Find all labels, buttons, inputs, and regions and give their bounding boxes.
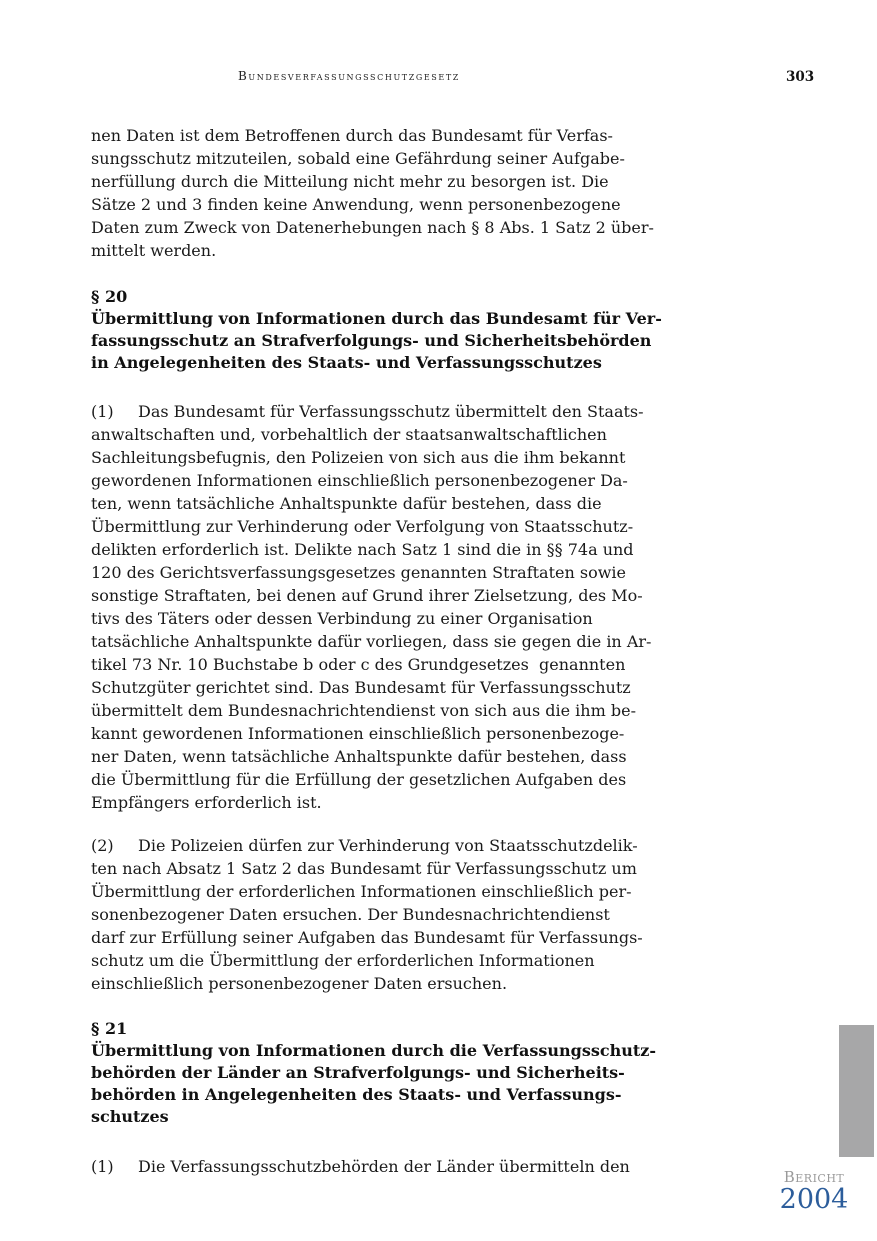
heading-line: in Angelegenheiten des Staats- und Verfassungsschutzes xyxy=(91,353,602,372)
paragraph-number: (1) xyxy=(91,1157,114,1176)
running-head-title: Bundesverfassungsschutzgesetz xyxy=(238,69,460,83)
text-line: ner Daten, wenn tatsächliche Anhaltspunkte dafür bestehen, dass xyxy=(91,747,627,766)
text-line: Übermittlung der erforderlichen Informationen einschließlich per- xyxy=(91,882,632,901)
text-line: Empfängers erforderlich ist. xyxy=(91,793,322,812)
text-line: Daten zum Zweck von Datenerhebungen nach § 8 Abs. 1 Satz 2 über- xyxy=(91,218,654,237)
text-line: sonstige Straftaten, bei denen auf Grund ihrer Zielsetzung, des Mo- xyxy=(91,586,643,605)
paragraph-number: (2) xyxy=(91,836,114,855)
text-line: nerfüllung durch die Mitteilung nicht mehr zu besorgen ist. Die xyxy=(91,172,609,191)
text-line: kannt gewordenen Informationen einschließlich personenbezoge- xyxy=(91,724,625,743)
text-line: delikten erforderlich ist. Delikte nach Satz 1 sind die in §§ 74a und xyxy=(91,540,634,559)
page-number: 303 xyxy=(786,69,815,85)
text-line: Die Polizeien dürfen zur Verhinderung von Staatsschutzdelik- xyxy=(138,836,638,855)
section-20-paragraph-1 xyxy=(91,400,651,814)
text-line: Schutzgüter gerichtet sind. Das Bundesamt für Verfassungsschutz xyxy=(91,678,631,697)
text-line: Übermittlung zur Verhinderung oder Verfolgung von Staatsschutz- xyxy=(91,517,634,536)
text-line: nen Daten ist dem Betroffenen durch das Bundesamt für Verfas- xyxy=(91,126,613,145)
section-21-paragraph-1 xyxy=(91,1155,651,1178)
text-line: schutz um die Übermittlung der erforderlichen Informationen xyxy=(91,951,595,970)
text-line: ten, wenn tatsächliche Anhaltspunkte dafür bestehen, dass die xyxy=(91,494,602,513)
text-line: Die Verfassungsschutzbehörden der Länder übermitteln den xyxy=(138,1157,630,1176)
text-line: tikel 73 Nr. 10 Buchstabe b oder c des Grundgesetzes genannten xyxy=(91,655,626,674)
text-line: anwaltschaften und, vorbehaltlich der staatsanwaltschaftlichen xyxy=(91,425,607,444)
paragraph-number: (1) xyxy=(91,402,114,421)
text-line: sungsschutz mitzuteilen, sobald eine Gefährdung seiner Aufgabe- xyxy=(91,149,625,168)
report-logo-word: Bericht xyxy=(783,1168,845,1186)
intro-paragraph xyxy=(91,124,654,262)
text-line: sonenbezogener Daten ersuchen. Der Bundesnachrichtendienst xyxy=(91,905,610,924)
section-number: § 20 xyxy=(91,287,128,306)
heading-line: behörden der Länder an Strafverfolgungs- und Sicherheits- xyxy=(91,1063,625,1082)
section-20-paragraph-2 xyxy=(91,834,651,995)
text-line: gewordenen Informationen einschließlich personenbezogener Da- xyxy=(91,471,628,490)
section-21-heading xyxy=(91,1018,656,1128)
text-line: die Übermittlung für die Erfüllung der gesetzlichen Aufgaben des xyxy=(91,770,627,789)
side-marker-bar xyxy=(839,1025,874,1157)
text-line: übermittelt dem Bundesnachrichtendienst von sich aus die ihm be- xyxy=(91,701,636,720)
heading-line: Übermittlung von Informationen durch das Bundesamt für Ver- xyxy=(91,309,662,328)
section-20-heading xyxy=(91,286,662,374)
text-line: tatsächliche Anhaltspunkte dafür vorliegen, dass sie gegen die in Ar- xyxy=(91,632,652,651)
report-logo xyxy=(779,1168,849,1214)
section-number: § 21 xyxy=(91,1019,128,1038)
heading-line: behörden in Angelegenheiten des Staats- und Verfassungs- xyxy=(91,1085,622,1104)
report-logo-year: 2004 xyxy=(779,1184,849,1215)
heading-line: schutzes xyxy=(91,1107,169,1126)
text-line: ten nach Absatz 1 Satz 2 das Bundesamt für Verfassungsschutz um xyxy=(91,859,637,878)
text-line: tivs des Täters oder dessen Verbindung zu einer Organisation xyxy=(91,609,593,628)
text-line: 120 des Gerichtsverfassungsgesetzes genannten Straftaten sowie xyxy=(91,563,627,582)
heading-line: Übermittlung von Informationen durch die Verfassungsschutz- xyxy=(91,1041,656,1060)
text-line: Das Bundesamt für Verfassungsschutz übermittelt den Staats- xyxy=(138,402,644,421)
text-line: Sätze 2 und 3 finden keine Anwendung, wenn personenbezogene xyxy=(91,195,621,214)
heading-line: fassungsschutz an Strafverfolgungs- und Sicherheitsbehörden xyxy=(91,331,652,350)
text-line: mittelt werden. xyxy=(91,241,217,260)
text-line: Sachleitungsbefugnis, den Polizeien von sich aus die ihm bekannt xyxy=(91,448,626,467)
text-line: einschließlich personenbezogener Daten ersuchen. xyxy=(91,974,508,993)
text-line: darf zur Erfüllung seiner Aufgaben das Bundesamt für Verfassungs- xyxy=(91,928,643,947)
